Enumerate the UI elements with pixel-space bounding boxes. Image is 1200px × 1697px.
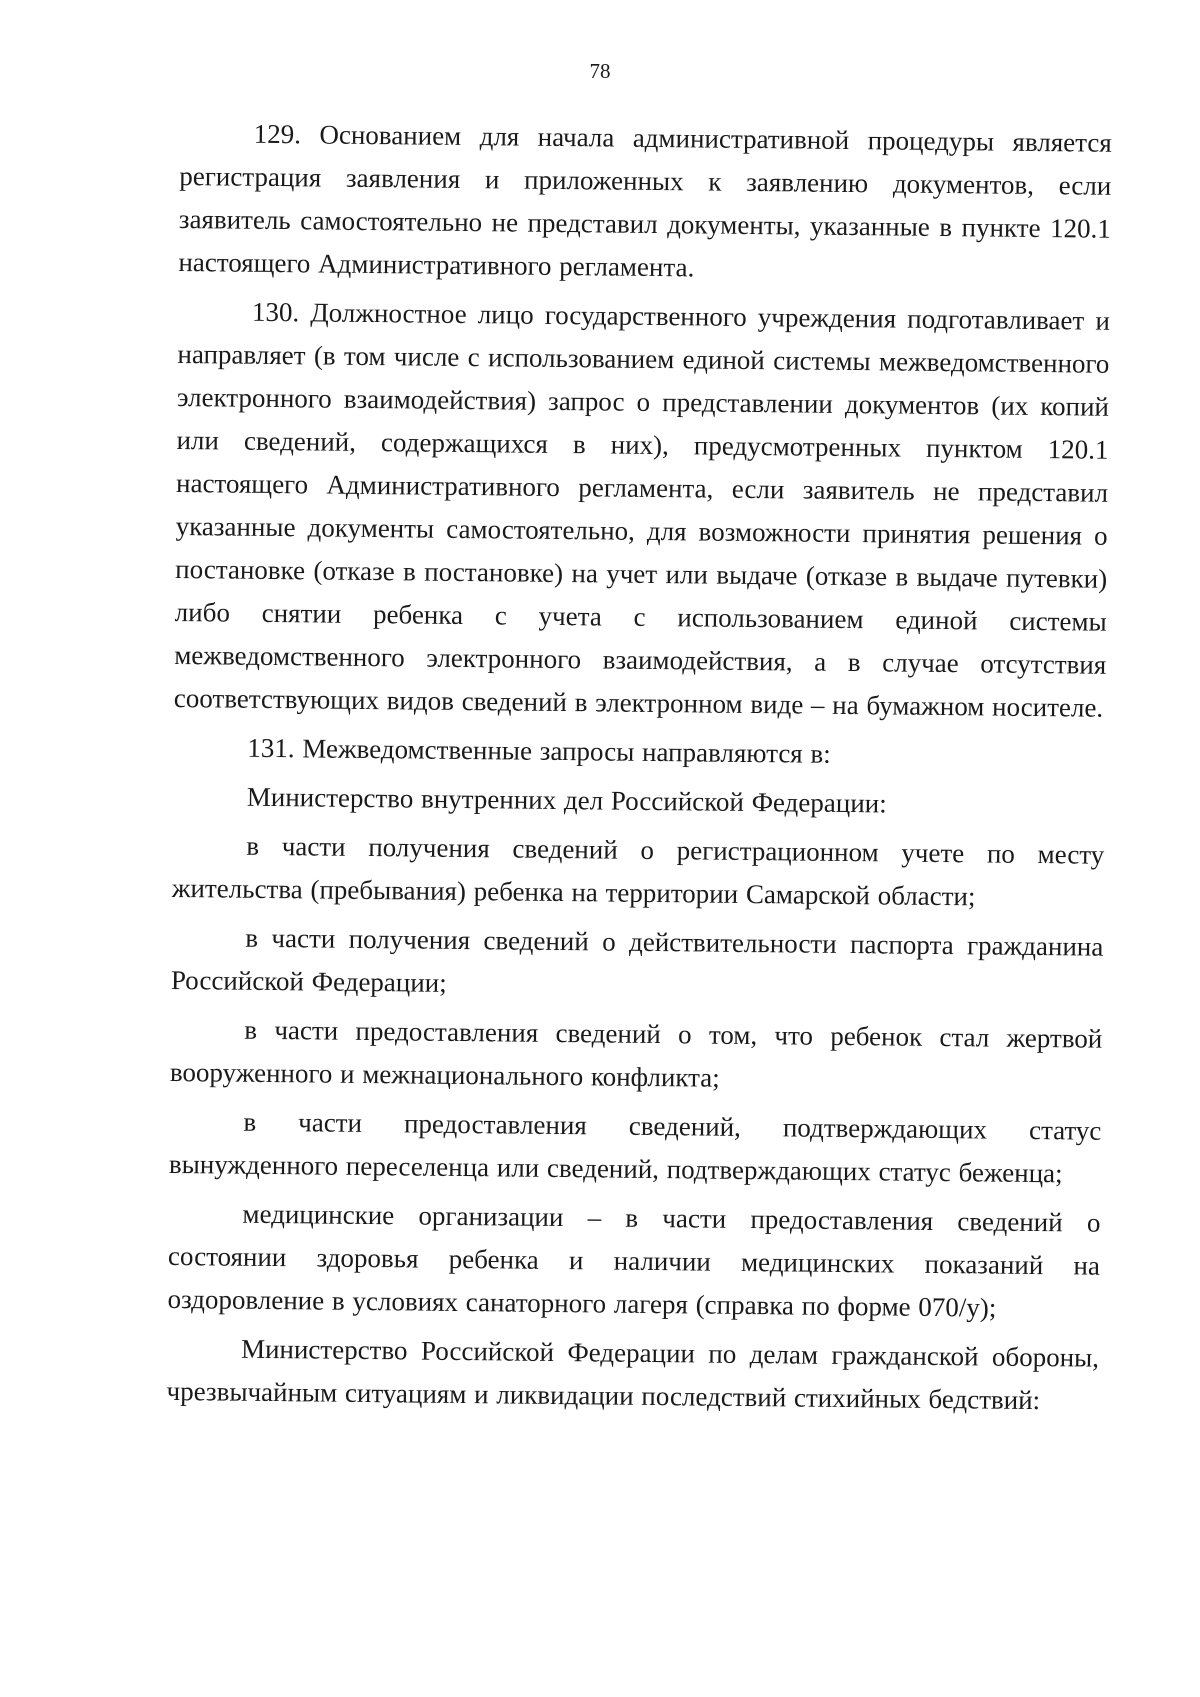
paragraph-medical-organizations: медицинские организации – в части предоставления сведений о состоянии здоровья ребенка и наличии медицинских показаний на оздоровление в условиях санаторного лагеря (справка по форме 070/у); [167, 1198, 1101, 1323]
page-number: 78 [589, 59, 611, 83]
paragraph-130: 130. Должностное лицо государственного учреждения подготавливает и направляет (в том числе с использованием единой системы межведомственного электронного взаимодействия) запрос о представлении документов (их копий или сведений, содержащихся в них), предусмотренных пунктом 120.1 настоящего Административного регламента, если заявитель не представил указанные документы самостоятельно, для возможности принятия решения о постановке (отказе в постановке) на учет или выдаче (отказе в выдаче путевки) либо снятии ребенка с учета с использованием единой системы межведомственного электронного взаимодействия, а в случае отсутствия соответствующих видов сведений в электронном виде – на бумажном носителе. [173, 296, 1111, 723]
paragraph-mvd-registration: в части получения сведений о регистрационном учете по месту жительства (пребывания) ребенка на территории Самарской области; [171, 830, 1105, 912]
paragraph-mchs-heading: Министерство Российской Федерации по делам гражданской обороны, чрезвычайным ситуациям и ликвидации последствий стихийных бедствий: [166, 1333, 1100, 1416]
paragraph-mvd-heading: Министерство внутренних дел Российской Федерации: [246, 781, 887, 819]
paragraph-129: 129. Основанием для начала административной процедуры является регистрация заявления и приложенных к заявлению документов, если заявитель самостоятельно не представил документы, указанные в пункте 120.1 настоящего Административного регламента. [178, 118, 1112, 283]
paragraph-131: 131. Межведомственные запросы направляются в: [247, 732, 831, 769]
paragraph-mvd-passport: в части получения сведений о действительности паспорта гражданина Российской Федерации; [170, 922, 1104, 998]
paragraph-mvd-conflict-victim: в части предоставления сведений о том, что ребенок стал жертвой вооруженного и межнационального конфликта; [169, 1014, 1103, 1093]
document-body [166, 112, 1112, 1429]
paragraph-mvd-refugee-status: в части предоставления сведений, подтверждающих статус вынужденного переселенца или сведений, подтверждающих статус беженца; [168, 1106, 1102, 1189]
